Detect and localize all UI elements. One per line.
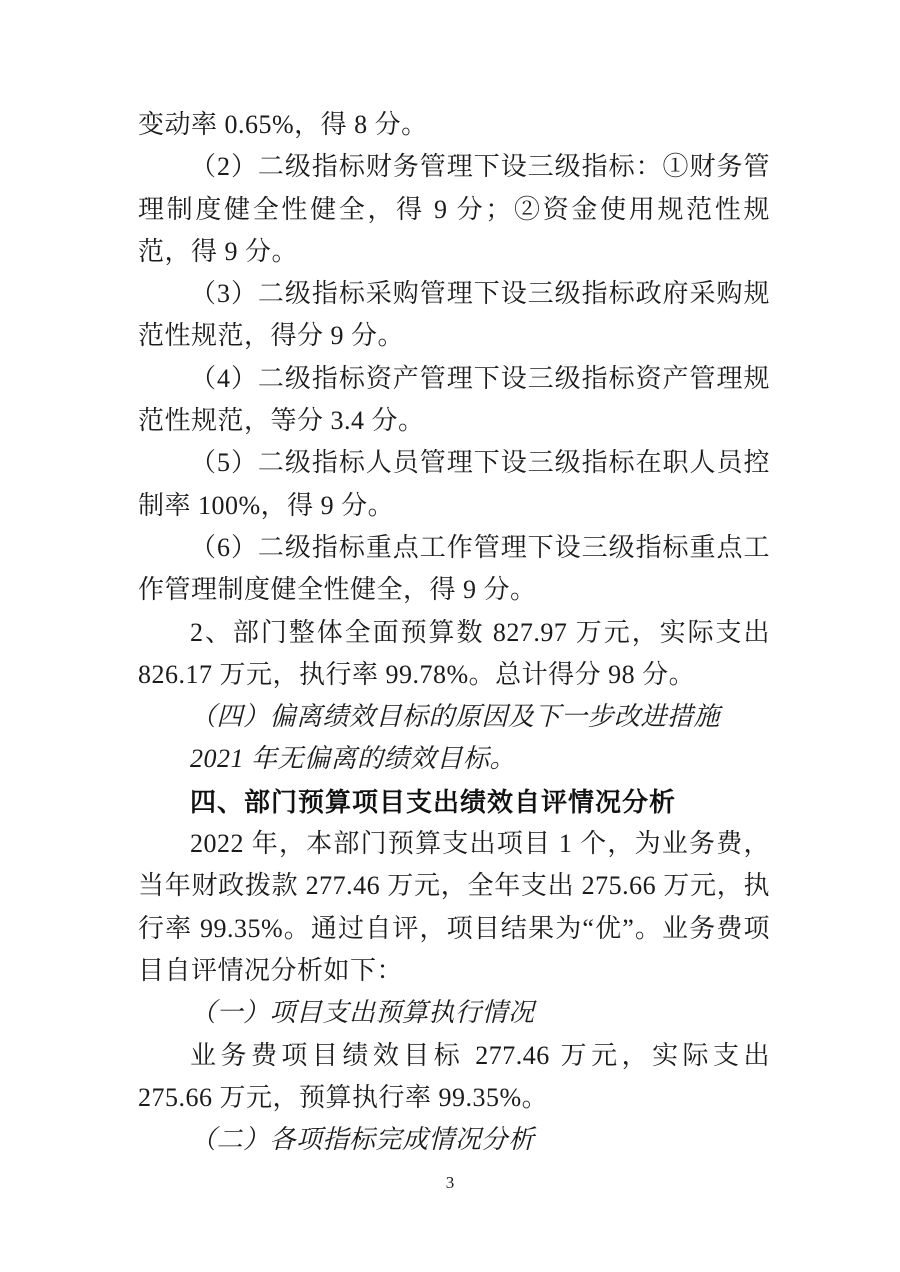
paragraph-indicator-6-key-work-management: （6）二级指标重点工作管理下设三级指标重点工作管理制度健全性健全，得 9 分。 [138,532,770,605]
page-number: 3 [445,1173,455,1192]
subheading-2-indicator-completion: （二）各项指标完成情况分析 [190,1125,535,1155]
paragraph-score-change-rate: 变动率 0.65%，得 8 分。 [138,110,428,139]
paragraph-indicator-3-procurement-management: （3）二级指标采购管理下设三级指标政府采购规范性规范，得分 9 分。 [138,279,770,351]
paragraph-indicator-5-personnel-management: （5）二级指标人员管理下设三级指标在职人员控制率 100%，得 9 分。 [138,448,770,520]
subheading-4-deviation-reasons: （四）偏离绩效目标的原因及下一步改进措施 [190,702,721,732]
paragraph-budget-execution-detail: 业务费项目绩效目标 277.46 万元，实际支出 275.66 万元，预算执行率 99.35%。 [138,1040,770,1112]
document-body [138,104,770,1161]
paragraph-overall-budget-summary: 2、部门整体全面预算数 827.97 万元，实际支出 826.17 万元，执行率 99.78%。总计得分 98 分。 [138,617,770,689]
paragraph-indicator-2-finance-management: （2）二级指标财务管理下设三级指标：①财务管理制度健全性健全，得 9 分；②资金使用规范性规范，得 9 分。 [138,152,770,266]
paragraph-project-overview-2022: 2022 年，本部门预算支出项目 1 个，为业务费，当年财政拨款 277.46 万元，全年支出 275.66 万元，执行率 99.35%。通过自评，项目结果为“优”。业务费项目自评情况分析如下： [138,829,770,985]
paragraph-indicator-4-asset-management: （4）二级指标资产管理下设三级指标资产管理规范性规范，等分 3.4 分。 [138,363,770,436]
subheading-1-budget-execution: （一）项目支出预算执行情况 [190,998,535,1028]
section-heading-project-self-evaluation: 四、部门预算项目支出绩效自评情况分析 [190,786,677,817]
paragraph-no-deviation-2021: 2021 年无偏离的绩效目标。 [190,744,517,774]
